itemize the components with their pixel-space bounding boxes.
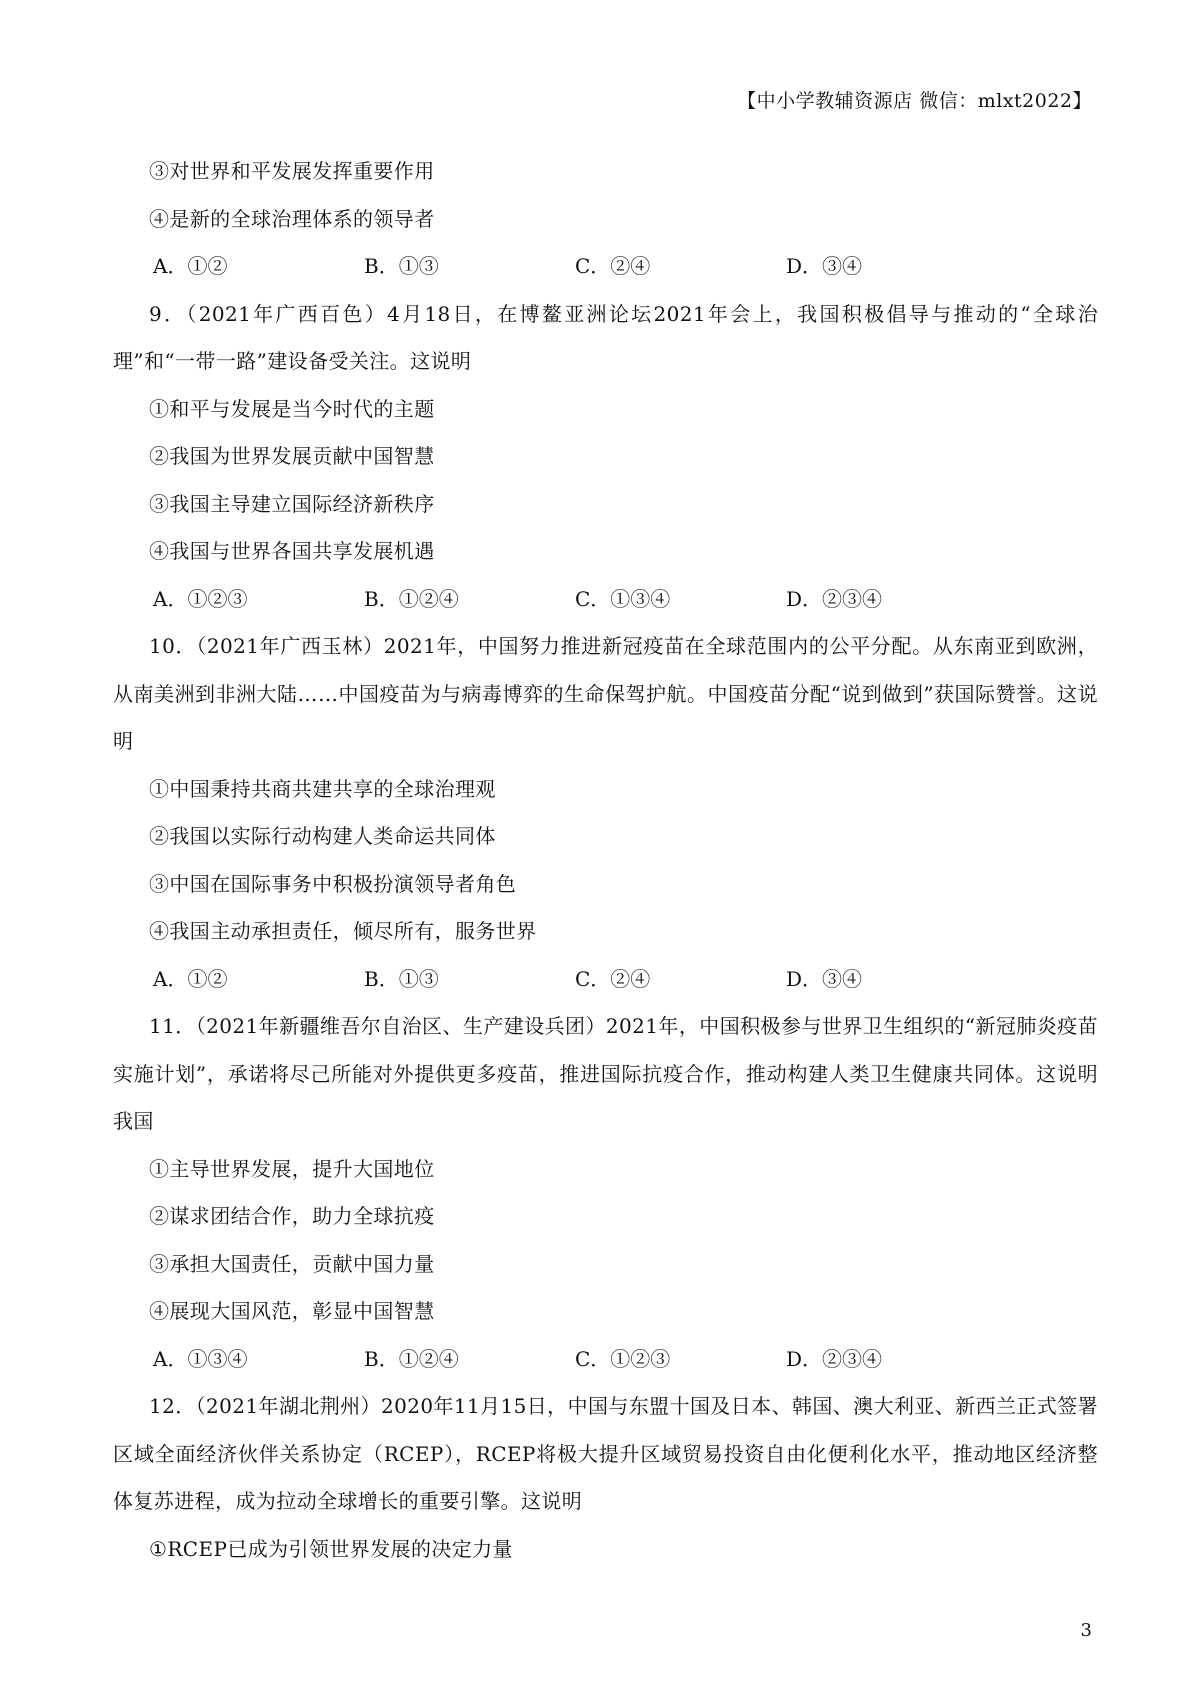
question-stem: 11．（2021年新疆维吾尔自治区、生产建设兵团）2021年，中国积极参与世界卫生组织的“新冠肺炎疫苗实施计划”，承诺将尽己所能对外提供更多疫苗，推进国际抗疫合作，推动构建人类卫生健康共同体。这说明我国 [113,1014,1098,1133]
answer-choices [113,243,1098,291]
option-line: ②谋求团结合作，助力全球抗疫 [149,1204,435,1228]
option-line: ①和平与发展是当今时代的主题 [149,396,435,421]
option-line: ①主导世界发展，提升大国地位 [149,1156,435,1181]
answer-choices [113,956,1098,1004]
choice-a: A．①③④ [153,1346,248,1371]
option-line: ①RCEP已成为引领世界发展的决定力量 [149,1536,513,1561]
choice-b: B．①③ [364,254,439,278]
option-line: ③对世界和平发展发挥重要作用 [149,159,435,183]
option-line: ④我国与世界各国共享发展机遇 [149,539,435,563]
choice-a: A．①②③ [153,586,248,611]
document-body [113,148,1098,1573]
choice-b: B．①②④ [364,1346,459,1371]
question-stem: 9．（2021年广西百色）4月18日，在博鳌亚洲论坛2021年会上，我国积极倡导与推动的“全球治理”和“一带一路”建设备受关注。这说明 [113,301,1098,373]
option-line: ④是新的全球治理体系的领导者 [149,206,435,231]
page-header: 【中小学教辅资源店 微信：mlxt2022】 [737,90,1092,112]
choice-c: C．②④ [575,254,651,278]
answer-choices [113,1336,1098,1384]
page-number: 3 [1080,1620,1092,1641]
question-stem: 12．（2021年湖北荆州）2020年11月15日，中国与东盟十国及日本、韩国、澳大利亚、新西兰正式签署区域全面经济伙伴关系协定（RCEP），RCEP将极大提升区域贸易投资自由化便利化水平，推动地区经济整体复苏进程，成为拉动全球增长的重要引擎。这说明 [113,1394,1098,1513]
choice-c: C．①②③ [575,1346,671,1371]
option-line: ②我国为世界发展贡献中国智慧 [149,444,435,468]
choice-a: A．①② [153,966,228,991]
choice-c: C．①③④ [575,586,671,611]
option-line: ③承担大国责任，贡献中国力量 [149,1251,435,1276]
option-line: ④我国主动承担责任，倾尽所有，服务世界 [149,919,537,943]
choice-d: D．③④ [786,254,863,278]
choice-b: B．①③ [364,966,439,991]
option-line: ③中国在国际事务中积极扮演领导者角色 [149,871,517,896]
option-line: ④展现大国风范，彰显中国智慧 [149,1299,435,1323]
question-stem: 10．（2021年广西玉林）2021年，中国努力推进新冠疫苗在全球范围内的公平分配。从东南亚到欧洲，从南美洲到非洲大陆……中国疫苗为与病毒博弈的生命保驾护航。中国疫苗分配“说到做到”获国际赞誉。这说明 [113,634,1098,753]
choice-b: B．①②④ [364,586,459,611]
choice-d: D．②③④ [786,1346,883,1371]
choice-d: D．②③④ [786,586,883,611]
option-line: ③我国主导建立国际经济新秩序 [149,491,435,516]
option-line: ①中国秉持共商共建共享的全球治理观 [149,776,496,801]
choice-c: C．②④ [575,966,651,991]
answer-choices [113,576,1098,624]
choice-d: D．③④ [786,966,863,991]
choice-a: A．①② [153,254,228,278]
option-line: ②我国以实际行动构建人类命运共同体 [149,824,496,848]
